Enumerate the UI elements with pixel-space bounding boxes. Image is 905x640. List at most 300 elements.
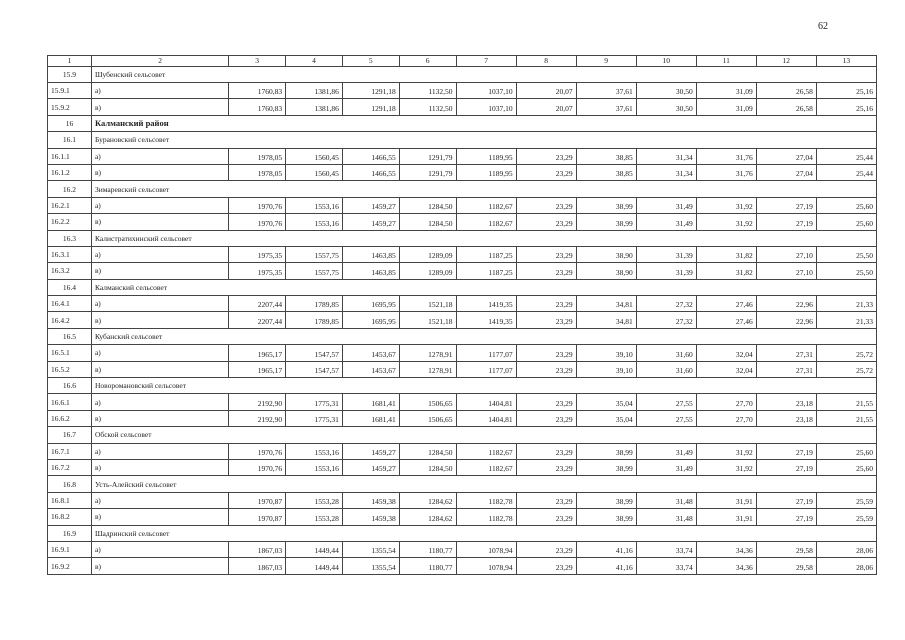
table-row: [48, 214, 877, 230]
value-cell: 23,29: [516, 214, 576, 230]
row-label: а): [91, 443, 228, 459]
header-cell: 5: [342, 56, 399, 67]
row-code: 16: [48, 115, 92, 131]
value-cell: 1132,50: [399, 99, 456, 115]
header-cell: 13: [816, 56, 876, 67]
value-cell: 1182,67: [456, 214, 516, 230]
table-row: [48, 459, 877, 475]
row-label: а): [91, 345, 228, 361]
row-label: в): [91, 509, 228, 525]
value-cell: 1459,38: [342, 509, 399, 525]
value-cell: 27,55: [636, 394, 696, 410]
value-cell: 34,81: [576, 296, 636, 312]
table-row: [48, 410, 877, 426]
row-label: а): [91, 296, 228, 312]
page-number: 62: [818, 21, 828, 32]
value-cell: 1404,81: [456, 410, 516, 426]
value-cell: 1381,86: [286, 82, 343, 98]
value-cell: 1453,67: [342, 345, 399, 361]
row-code: 16.8: [48, 476, 92, 492]
row-label: в): [91, 312, 228, 328]
value-cell: 33,74: [636, 541, 696, 557]
value-cell: 1278,91: [399, 361, 456, 377]
value-cell: 23,29: [516, 410, 576, 426]
header-row: [48, 56, 877, 67]
value-cell: 1078,94: [456, 541, 516, 557]
value-cell: 1553,16: [286, 214, 343, 230]
value-cell: 39,10: [576, 361, 636, 377]
value-cell: 1970,76: [229, 443, 286, 459]
row-code: 16.6.2: [48, 410, 92, 426]
value-cell: 1278,91: [399, 345, 456, 361]
value-cell: 1284,50: [399, 443, 456, 459]
value-cell: 1459,27: [342, 197, 399, 213]
value-cell: 27,70: [696, 394, 756, 410]
value-cell: 39,10: [576, 345, 636, 361]
value-cell: 1284,50: [399, 459, 456, 475]
value-cell: 1760,83: [229, 99, 286, 115]
table-row: [48, 197, 877, 213]
row-code: 16.7.1: [48, 443, 92, 459]
value-cell: 1506,65: [399, 410, 456, 426]
value-cell: 27,10: [756, 263, 816, 279]
value-cell: 38,90: [576, 263, 636, 279]
value-cell: 25,50: [816, 246, 876, 262]
value-cell: 31,39: [636, 263, 696, 279]
value-cell: 1463,85: [342, 246, 399, 262]
value-cell: 1182,78: [456, 509, 516, 525]
value-cell: 1187,25: [456, 246, 516, 262]
section-row: [48, 328, 877, 344]
value-cell: 33,74: [636, 558, 696, 574]
section-row: [48, 476, 877, 492]
value-cell: 23,29: [516, 148, 576, 164]
row-code: 16.6: [48, 378, 92, 394]
value-cell: 1970,87: [229, 509, 286, 525]
value-cell: 1681,41: [342, 410, 399, 426]
value-cell: 25,60: [816, 214, 876, 230]
value-cell: 38,99: [576, 214, 636, 230]
row-label: а): [91, 394, 228, 410]
value-cell: 27,55: [636, 410, 696, 426]
row-code: 16.5.1: [48, 345, 92, 361]
row-label: а): [91, 492, 228, 508]
value-cell: 32,04: [696, 361, 756, 377]
value-cell: 1449,44: [286, 558, 343, 574]
value-cell: 23,29: [516, 509, 576, 525]
value-cell: 31,91: [696, 509, 756, 525]
value-cell: 25,16: [816, 99, 876, 115]
value-cell: 1177,07: [456, 361, 516, 377]
value-cell: 1789,85: [286, 296, 343, 312]
section-name: Зимаревский сельсовет: [91, 181, 876, 197]
value-cell: 1355,54: [342, 541, 399, 557]
value-cell: 25,44: [816, 148, 876, 164]
value-cell: 28,06: [816, 558, 876, 574]
value-cell: 23,29: [516, 246, 576, 262]
value-cell: 1547,57: [286, 361, 343, 377]
value-cell: 1775,31: [286, 410, 343, 426]
table-row: [48, 558, 877, 574]
value-cell: 1189,95: [456, 148, 516, 164]
value-cell: 37,61: [576, 99, 636, 115]
value-cell: 1557,75: [286, 263, 343, 279]
value-cell: 1404,81: [456, 394, 516, 410]
section-row: [48, 525, 877, 541]
value-cell: 31,49: [636, 443, 696, 459]
row-code: 16.3.2: [48, 263, 92, 279]
row-code: 16.8.1: [48, 492, 92, 508]
section-row: [48, 132, 877, 148]
row-code: 16.6.1: [48, 394, 92, 410]
value-cell: 31,92: [696, 197, 756, 213]
row-label: в): [91, 410, 228, 426]
value-cell: 1695,95: [342, 312, 399, 328]
value-cell: 25,59: [816, 492, 876, 508]
value-cell: 30,50: [636, 82, 696, 98]
row-label: а): [91, 82, 228, 98]
value-cell: 25,59: [816, 509, 876, 525]
row-label: в): [91, 459, 228, 475]
value-cell: 1695,95: [342, 296, 399, 312]
table-row: [48, 492, 877, 508]
value-cell: 23,18: [756, 394, 816, 410]
data-table: [47, 55, 877, 575]
value-cell: 1970,76: [229, 214, 286, 230]
value-cell: 1557,75: [286, 246, 343, 262]
value-cell: 2207,44: [229, 296, 286, 312]
value-cell: 27,31: [756, 345, 816, 361]
value-cell: 31,92: [696, 459, 756, 475]
value-cell: 35,04: [576, 394, 636, 410]
row-code: 16.5.2: [48, 361, 92, 377]
table-row: [48, 263, 877, 279]
row-code: 16.4.2: [48, 312, 92, 328]
value-cell: 31,48: [636, 492, 696, 508]
value-cell: 23,29: [516, 345, 576, 361]
value-cell: 31,48: [636, 509, 696, 525]
table-row: [48, 394, 877, 410]
value-cell: 31,49: [636, 197, 696, 213]
value-cell: 31,92: [696, 214, 756, 230]
value-cell: 1182,67: [456, 443, 516, 459]
value-cell: 1284,62: [399, 509, 456, 525]
value-cell: 1506,65: [399, 394, 456, 410]
value-cell: 1180,77: [399, 541, 456, 557]
value-cell: 31,09: [696, 99, 756, 115]
row-label: а): [91, 197, 228, 213]
value-cell: 1553,16: [286, 197, 343, 213]
row-code: 16.2.1: [48, 197, 92, 213]
value-cell: 20,07: [516, 82, 576, 98]
value-cell: 1291,79: [399, 148, 456, 164]
value-cell: 1187,25: [456, 263, 516, 279]
value-cell: 1965,17: [229, 345, 286, 361]
value-cell: 31,92: [696, 443, 756, 459]
value-cell: 25,50: [816, 263, 876, 279]
value-cell: 23,29: [516, 541, 576, 557]
value-cell: 23,29: [516, 296, 576, 312]
value-cell: 34,81: [576, 312, 636, 328]
value-cell: 1521,18: [399, 312, 456, 328]
row-label: в): [91, 263, 228, 279]
table-row: [48, 99, 877, 115]
value-cell: 23,29: [516, 558, 576, 574]
row-label: в): [91, 164, 228, 180]
value-cell: 1553,16: [286, 459, 343, 475]
value-cell: 1463,85: [342, 263, 399, 279]
section-name: Усть-Алейский сельсовет: [91, 476, 876, 492]
value-cell: 25,72: [816, 345, 876, 361]
value-cell: 28,06: [816, 541, 876, 557]
row-code: 16.3.1: [48, 246, 92, 262]
row-code: 16.4.1: [48, 296, 92, 312]
row-code: 16.2.2: [48, 214, 92, 230]
value-cell: 23,29: [516, 492, 576, 508]
value-cell: 1037,10: [456, 99, 516, 115]
value-cell: 25,44: [816, 164, 876, 180]
row-label: в): [91, 99, 228, 115]
value-cell: 1560,45: [286, 148, 343, 164]
value-cell: 31,39: [636, 246, 696, 262]
value-cell: 1453,67: [342, 361, 399, 377]
value-cell: 1681,41: [342, 394, 399, 410]
value-cell: 27,70: [696, 410, 756, 426]
value-cell: 34,36: [696, 541, 756, 557]
value-cell: 1965,17: [229, 361, 286, 377]
value-cell: 25,60: [816, 197, 876, 213]
row-label: а): [91, 148, 228, 164]
value-cell: 1975,35: [229, 246, 286, 262]
value-cell: 1289,09: [399, 263, 456, 279]
table-row: [48, 148, 877, 164]
section-row: [48, 181, 877, 197]
value-cell: 1553,16: [286, 443, 343, 459]
section-row: [48, 66, 877, 82]
row-code: 16.2: [48, 181, 92, 197]
table-row: [48, 312, 877, 328]
value-cell: 1182,67: [456, 459, 516, 475]
row-label: а): [91, 541, 228, 557]
value-cell: 1521,18: [399, 296, 456, 312]
section-row: [48, 230, 877, 246]
header-cell: 3: [229, 56, 286, 67]
value-cell: 1867,03: [229, 541, 286, 557]
value-cell: 27,19: [756, 197, 816, 213]
section-name: Бурановский сельсовет: [91, 132, 876, 148]
header-cell: 2: [91, 56, 228, 67]
section-name: Шубенский сельсовет: [91, 66, 876, 82]
value-cell: 31,49: [636, 214, 696, 230]
value-cell: 29,58: [756, 541, 816, 557]
value-cell: 38,85: [576, 164, 636, 180]
value-cell: 38,85: [576, 148, 636, 164]
value-cell: 1459,27: [342, 214, 399, 230]
value-cell: 37,61: [576, 82, 636, 98]
header-cell: 11: [696, 56, 756, 67]
value-cell: 38,99: [576, 197, 636, 213]
section-name: Обской сельсовет: [91, 427, 876, 443]
header-cell: 9: [576, 56, 636, 67]
district-row: [48, 115, 877, 131]
value-cell: 27,04: [756, 148, 816, 164]
value-cell: 1459,27: [342, 443, 399, 459]
value-cell: 27,32: [636, 312, 696, 328]
value-cell: 23,29: [516, 361, 576, 377]
row-code: 16.7: [48, 427, 92, 443]
value-cell: 31,09: [696, 82, 756, 98]
row-code: 16.9.1: [48, 541, 92, 557]
table-row: [48, 345, 877, 361]
value-cell: 21,55: [816, 410, 876, 426]
value-cell: 1355,54: [342, 558, 399, 574]
value-cell: 35,04: [576, 410, 636, 426]
table-row: [48, 246, 877, 262]
value-cell: 30,50: [636, 99, 696, 115]
value-cell: 41,16: [576, 558, 636, 574]
row-code: 16.8.2: [48, 509, 92, 525]
value-cell: 1037,10: [456, 82, 516, 98]
value-cell: 1975,35: [229, 263, 286, 279]
value-cell: 31,60: [636, 361, 696, 377]
value-cell: 1449,44: [286, 541, 343, 557]
value-cell: 22,96: [756, 312, 816, 328]
value-cell: 1132,50: [399, 82, 456, 98]
value-cell: 31,49: [636, 459, 696, 475]
row-code: 16.1: [48, 132, 92, 148]
value-cell: 1291,79: [399, 164, 456, 180]
row-code: 16.4: [48, 279, 92, 295]
value-cell: 27,19: [756, 459, 816, 475]
row-code: 16.1.2: [48, 164, 92, 180]
value-cell: 1381,86: [286, 99, 343, 115]
value-cell: 1291,18: [342, 99, 399, 115]
table-row: [48, 509, 877, 525]
value-cell: 1560,45: [286, 164, 343, 180]
table-row: [48, 296, 877, 312]
value-cell: 27,46: [696, 296, 756, 312]
table-row: [48, 361, 877, 377]
value-cell: 1284,50: [399, 197, 456, 213]
value-cell: 1466,55: [342, 148, 399, 164]
value-cell: 1978,05: [229, 164, 286, 180]
value-cell: 1970,76: [229, 459, 286, 475]
value-cell: 1189,95: [456, 164, 516, 180]
value-cell: 25,72: [816, 361, 876, 377]
value-cell: 1459,38: [342, 492, 399, 508]
value-cell: 23,29: [516, 197, 576, 213]
section-name: Калманский сельсовет: [91, 279, 876, 295]
header-cell: 1: [48, 56, 92, 67]
value-cell: 27,32: [636, 296, 696, 312]
value-cell: 38,90: [576, 246, 636, 262]
header-cell: 12: [756, 56, 816, 67]
value-cell: 1284,50: [399, 214, 456, 230]
value-cell: 1553,28: [286, 492, 343, 508]
value-cell: 1466,55: [342, 164, 399, 180]
table-row: [48, 164, 877, 180]
row-code: 15.9.1: [48, 82, 92, 98]
value-cell: 27,04: [756, 164, 816, 180]
value-cell: 31,91: [696, 492, 756, 508]
value-cell: 27,46: [696, 312, 756, 328]
value-cell: 23,29: [516, 394, 576, 410]
value-cell: 26,58: [756, 82, 816, 98]
section-name: Шадринский сельсовет: [91, 525, 876, 541]
value-cell: 1284,62: [399, 492, 456, 508]
value-cell: 25,60: [816, 443, 876, 459]
row-code: 16.9: [48, 525, 92, 541]
value-cell: 31,60: [636, 345, 696, 361]
table-body: [48, 56, 877, 575]
row-code: 15.9: [48, 66, 92, 82]
value-cell: 1419,35: [456, 312, 516, 328]
value-cell: 1459,27: [342, 459, 399, 475]
value-cell: 25,16: [816, 82, 876, 98]
table-row: [48, 541, 877, 557]
value-cell: 27,19: [756, 492, 816, 508]
value-cell: 1760,83: [229, 82, 286, 98]
section-name: Калистратихинский сельсовет: [91, 230, 876, 246]
section-row: [48, 279, 877, 295]
value-cell: 27,31: [756, 361, 816, 377]
row-label: в): [91, 558, 228, 574]
header-cell: 8: [516, 56, 576, 67]
value-cell: 1177,07: [456, 345, 516, 361]
value-cell: 31,34: [636, 148, 696, 164]
value-cell: 31,76: [696, 148, 756, 164]
value-cell: 38,99: [576, 459, 636, 475]
district-name: Калманский район: [91, 115, 876, 131]
value-cell: 1775,31: [286, 394, 343, 410]
value-cell: 1978,05: [229, 148, 286, 164]
value-cell: 23,29: [516, 459, 576, 475]
value-cell: 31,76: [696, 164, 756, 180]
value-cell: 27,19: [756, 509, 816, 525]
value-cell: 21,33: [816, 312, 876, 328]
value-cell: 41,16: [576, 541, 636, 557]
value-cell: 29,58: [756, 558, 816, 574]
value-cell: 34,36: [696, 558, 756, 574]
row-label: в): [91, 361, 228, 377]
value-cell: 26,58: [756, 99, 816, 115]
header-cell: 7: [456, 56, 516, 67]
value-cell: 1182,78: [456, 492, 516, 508]
value-cell: 38,99: [576, 492, 636, 508]
value-cell: 1180,77: [399, 558, 456, 574]
header-cell: 10: [636, 56, 696, 67]
row-code: 16.3: [48, 230, 92, 246]
value-cell: 23,29: [516, 263, 576, 279]
section-row: [48, 378, 877, 394]
value-cell: 20,07: [516, 99, 576, 115]
row-code: 16.9.2: [48, 558, 92, 574]
row-code: 15.9.2: [48, 99, 92, 115]
value-cell: 31,82: [696, 263, 756, 279]
header-cell: 6: [399, 56, 456, 67]
value-cell: 2207,44: [229, 312, 286, 328]
value-cell: 1547,57: [286, 345, 343, 361]
value-cell: 23,29: [516, 164, 576, 180]
value-cell: 1291,18: [342, 82, 399, 98]
section-row: [48, 427, 877, 443]
table-row: [48, 443, 877, 459]
row-code: 16.1.1: [48, 148, 92, 164]
value-cell: 1867,03: [229, 558, 286, 574]
value-cell: 23,29: [516, 312, 576, 328]
row-code: 16.5: [48, 328, 92, 344]
value-cell: 2192,90: [229, 394, 286, 410]
